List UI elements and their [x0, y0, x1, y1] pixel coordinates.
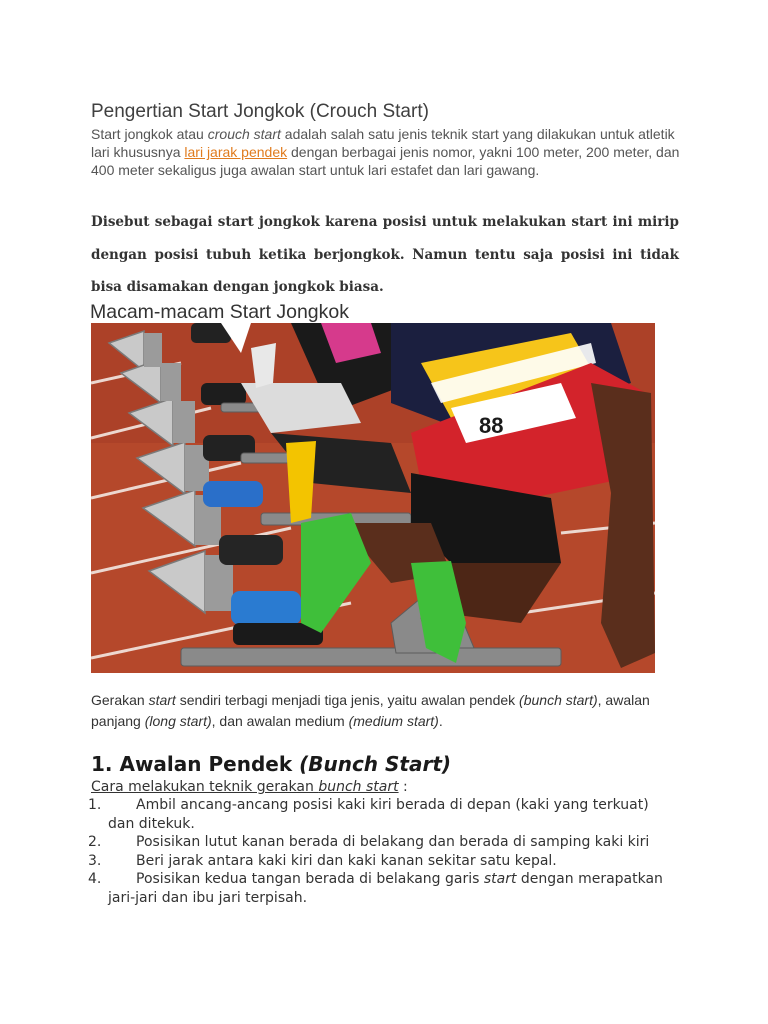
- steps-list: [88, 796, 678, 907]
- list-item: [88, 833, 678, 852]
- howto-line: [91, 778, 408, 796]
- caption-text-1: Gerakan: [91, 692, 149, 708]
- sprint-link[interactable]: lari jarak pendek: [184, 144, 288, 160]
- caption-italic-1: start: [148, 692, 176, 708]
- intro-text-1: Start jongkok atau: [91, 126, 208, 142]
- caption-text-2: sendiri terbagi menjadi tiga jenis, yaitu awalan pendek: [175, 692, 520, 708]
- caption-italic-4: (medium start): [348, 713, 439, 729]
- caption-text-4: , dan awalan medium: [211, 713, 349, 729]
- caption-italic-3: (long start): [144, 713, 212, 729]
- howto-italic: bunch start: [318, 779, 399, 795]
- caption-text-3: , awalan panjang: [91, 692, 650, 729]
- intro-text-3: dengan berbagai jenis nomor, yakni 100 meter, 200 meter, dan 400 meter sekaligus juga awalan start untuk lari estafet dan lari gawang.: [91, 144, 680, 178]
- step-text: Ambil ancang-ancang posisi kaki kiri berada di depan (kaki yang terkuat) dan ditekuk.: [108, 797, 649, 832]
- subsection-title-italic: (Bunch Start): [299, 752, 452, 776]
- bold-explanation-paragraph: Disebut sebagai start jongkok karena posisi untuk melakukan start ini mirip dengan posisi tubuh ketika berjongkok. Namun tentu saja posisi ini tidak bisa disamakan dengan jongkok biasa.: [91, 214, 679, 295]
- step-number: 3.: [88, 852, 102, 869]
- howto-suffix: :: [398, 779, 408, 795]
- howto-prefix: Cara melakukan teknik gerakan: [91, 779, 319, 795]
- intro-italic: crouch start: [207, 126, 281, 142]
- step-number: 2.: [88, 834, 102, 850]
- step-text: Posisikan lutut kanan berada di belakang dan berada di samping kaki kiri: [136, 834, 650, 850]
- step-text: Posisikan kedua tangan berada di belakang garis: [136, 871, 484, 887]
- list-item: [88, 796, 678, 833]
- sprint-start-photo: [91, 323, 655, 673]
- section-title: Macam-macam Start Jongkok: [90, 301, 349, 323]
- subsection-title: [91, 750, 451, 778]
- step-tail: dengan merapatkan jari-jari dan ibu jari terpisah.: [108, 871, 663, 906]
- caption-text-5: .: [438, 713, 443, 729]
- subsection-title-text: 1. Awalan Pendek: [91, 752, 300, 776]
- step-number: 1.: [88, 797, 102, 813]
- list-item: [88, 852, 678, 871]
- howto-underlined: [91, 779, 399, 795]
- caption-italic-2: (bunch start): [519, 692, 598, 708]
- step-text: Beri jarak antara kaki kiri dan kaki kanan sekitar satu kepal.: [136, 852, 557, 869]
- step-number: 4.: [88, 871, 102, 887]
- step-italic: start: [483, 871, 517, 887]
- article-title: Pengertian Start Jongkok (Crouch Start): [91, 101, 429, 122]
- bib-number: 88: [479, 413, 504, 438]
- intro-paragraph: [91, 125, 681, 179]
- list-item: [88, 870, 678, 907]
- photo-caption: [91, 690, 681, 732]
- intro-text-2: adalah salah satu jenis teknik start yang dilakukan untuk atletik lari khususnya: [91, 126, 675, 160]
